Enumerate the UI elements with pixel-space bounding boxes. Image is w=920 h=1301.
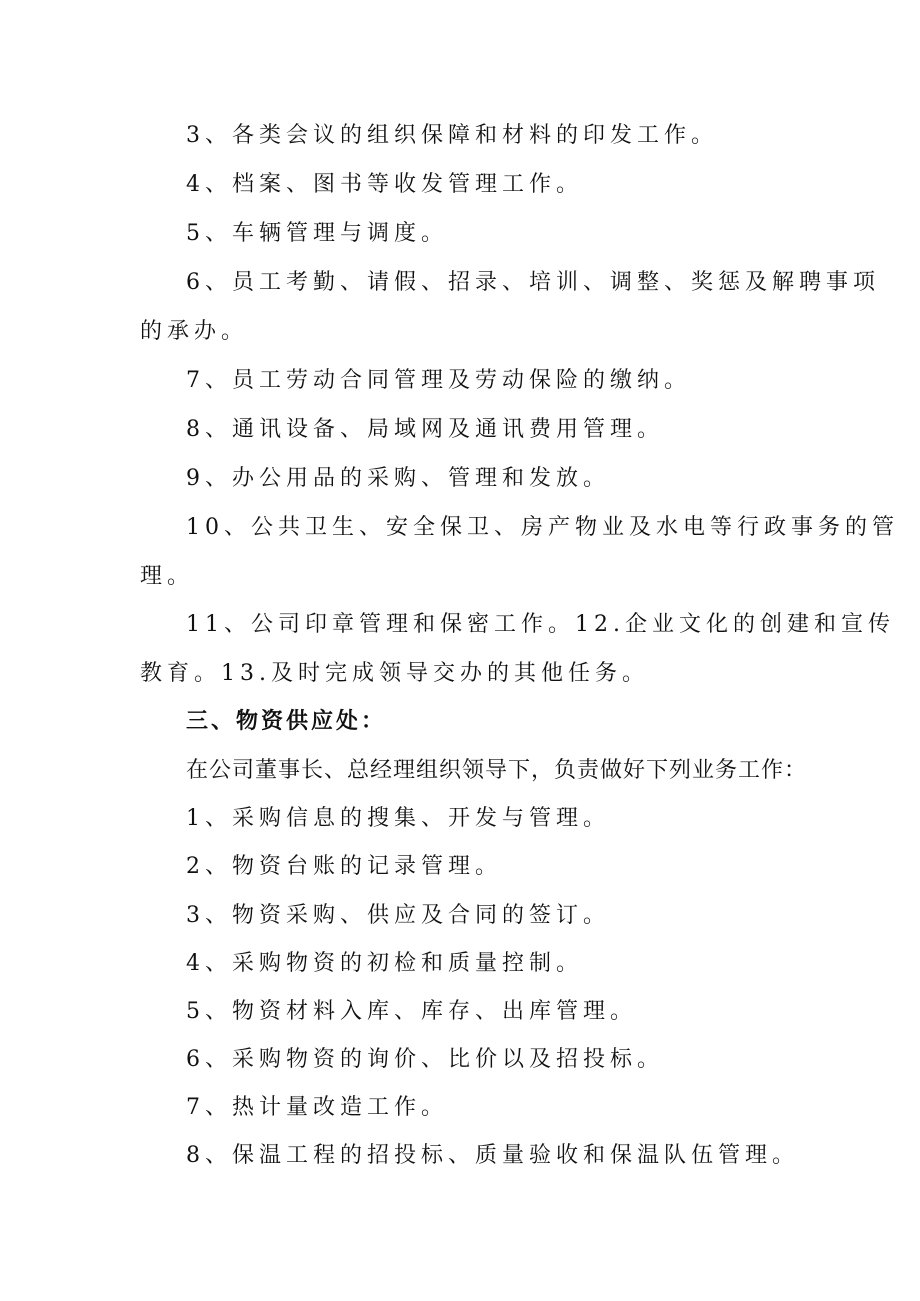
- text-line: 6、员工考勤、请假、招录、培训、调整、奖惩及解聘事项: [186, 270, 880, 295]
- section-heading: 三、物资供应处：: [186, 709, 387, 734]
- text-line: 7、热计量改造工作。: [186, 1095, 448, 1120]
- text-line: 4、档案、图书等收发管理工作。: [186, 172, 583, 197]
- text-line: 9、办公用品的采购、管理和发放。: [186, 466, 610, 491]
- text-line: 在公司董事长、总经理组织领导下，负责做好下列业务工作：: [186, 758, 808, 783]
- text-line: 3、各类会议的组织保障和材料的印发工作。: [186, 123, 718, 148]
- text-line: 的承办。: [140, 319, 249, 344]
- text-line: 7、员工劳动合同管理及劳动保险的缴纳。: [186, 368, 691, 393]
- text-line: 6、采购物资的询价、比价以及招投标。: [186, 1047, 664, 1072]
- text-line: 理。: [140, 564, 195, 589]
- text-line: 5、物资材料入库、库存、出库管理。: [186, 999, 637, 1024]
- text-line: 8、通讯设备、局域网及通讯费用管理。: [186, 417, 664, 442]
- text-line: 5、车辆管理与调度。: [186, 221, 448, 246]
- text-line: 1、采购信息的搜集、开发与管理。: [186, 806, 610, 831]
- text-line: 11、公司印章管理和保密工作。12.企业文化的创建和宣传: [186, 612, 895, 637]
- text-line: 10、公共卫生、安全保卫、房产物业及水电等行政事务的管: [186, 515, 899, 540]
- text-line: 3、物资采购、供应及合同的签订。: [186, 903, 610, 928]
- text-line: 8、保温工程的招投标、质量验收和保温队伍管理。: [186, 1143, 799, 1168]
- text-line: 教育。13.及时完成领导交办的其他任务。: [140, 661, 649, 686]
- text-line: 2、物资台账的记录管理。: [186, 854, 502, 879]
- text-line: 4、采购物资的初检和质量控制。: [186, 951, 583, 976]
